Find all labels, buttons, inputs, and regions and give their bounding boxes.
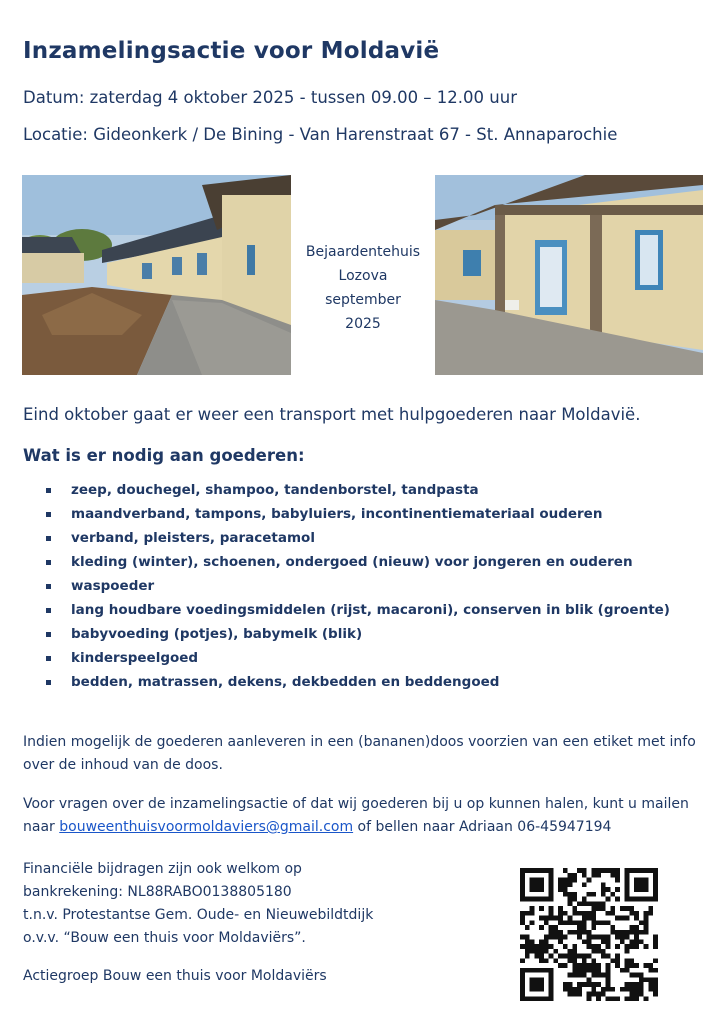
qr-code (520, 868, 658, 1001)
event-location: Locatie: Gideonkerk / De Bining - Van Harenstraat 67 - St. Annaparochie (23, 125, 618, 144)
page-title: Inzamelingsactie voor Moldavië (23, 38, 440, 64)
bullet-icon (46, 560, 51, 565)
bullet-icon (46, 680, 51, 685)
caption-line: 2025 (345, 316, 381, 332)
list-item-text: lang houdbare voedingsmiddelen (rijst, macaroni), conserven in blik (groente) (71, 602, 670, 618)
needs-heading: Wat is er nodig aan goederen: (23, 446, 305, 465)
contact-paragraph (23, 793, 703, 839)
payment-reference: o.v.v. “Bouw een thuis voor Moldaviërs”. (23, 930, 306, 946)
intro-text: Eind oktober gaat er weer een transport met hulpgoederen naar Moldavië. (23, 405, 641, 424)
email-link[interactable]: bouweenthuisvoormoldaviers@gmail.com (59, 819, 354, 835)
list-item (46, 482, 670, 506)
event-date: Datum: zaterdag 4 oktober 2025 - tussen 09.00 – 12.00 uur (23, 88, 517, 107)
bullet-icon (46, 632, 51, 637)
contact-text: Voor vragen over de inzamelingsactie of dat wij goederen bij u op kunnen halen, kunt u mailen naar (23, 796, 689, 835)
photo-building-right (435, 175, 703, 375)
finance-info (23, 858, 373, 950)
list-item (46, 650, 670, 674)
bullet-icon (46, 512, 51, 517)
list-item-text: zeep, douchegel, shampoo, tandenborstel, tandpasta (71, 482, 479, 498)
signature: Actiegroep Bouw een thuis voor Moldaviërs (23, 968, 327, 984)
bank-account: bankrekening: NL88RABO0138805180 (23, 884, 292, 900)
list-item-text: waspoeder (71, 578, 155, 594)
list-item-text: maandverband, tampons, babyluiers, incontinentiemateriaal ouderen (71, 506, 603, 522)
bullet-icon (46, 536, 51, 541)
list-item (46, 626, 670, 650)
account-holder: t.n.v. Protestantse Gem. Oude- en Nieuwebildtdijk (23, 907, 374, 923)
list-item (46, 506, 670, 530)
list-item (46, 530, 670, 554)
list-item (46, 602, 670, 626)
photo-caption (296, 240, 430, 336)
bullet-icon (46, 488, 51, 493)
contact-phone-text: of bellen naar Adriaan 06-45947194 (353, 819, 612, 835)
caption-line: Bejaardentehuis (305, 244, 421, 260)
caption-line: Lozova (338, 268, 388, 284)
finance-line: Financiële bijdragen zijn ook welkom op (23, 861, 302, 877)
list-item-text: verband, pleisters, paracetamol (71, 530, 315, 546)
bullet-icon (46, 608, 51, 613)
list-item-text: kleding (winter), schoenen, ondergoed (nieuw) voor jongeren en ouderen (71, 554, 633, 570)
bullet-icon (46, 656, 51, 661)
bullet-icon (46, 584, 51, 589)
list-item-text: bedden, matrassen, dekens, dekbedden en beddengoed (71, 674, 500, 690)
needs-list (46, 482, 670, 698)
delivery-instructions: Indien mogelijk de goederen aanleveren in een (bananen)doos voorzien van een etiket met info over de inhoud van de doos. (23, 734, 696, 773)
photo-building-left (22, 175, 291, 375)
list-item (46, 578, 670, 602)
list-item (46, 674, 670, 698)
list-item-text: kinderspeelgoed (71, 650, 199, 666)
list-item (46, 554, 670, 578)
list-item-text: babyvoeding (potjes), babymelk (blik) (71, 626, 363, 642)
caption-line: september (325, 292, 401, 308)
